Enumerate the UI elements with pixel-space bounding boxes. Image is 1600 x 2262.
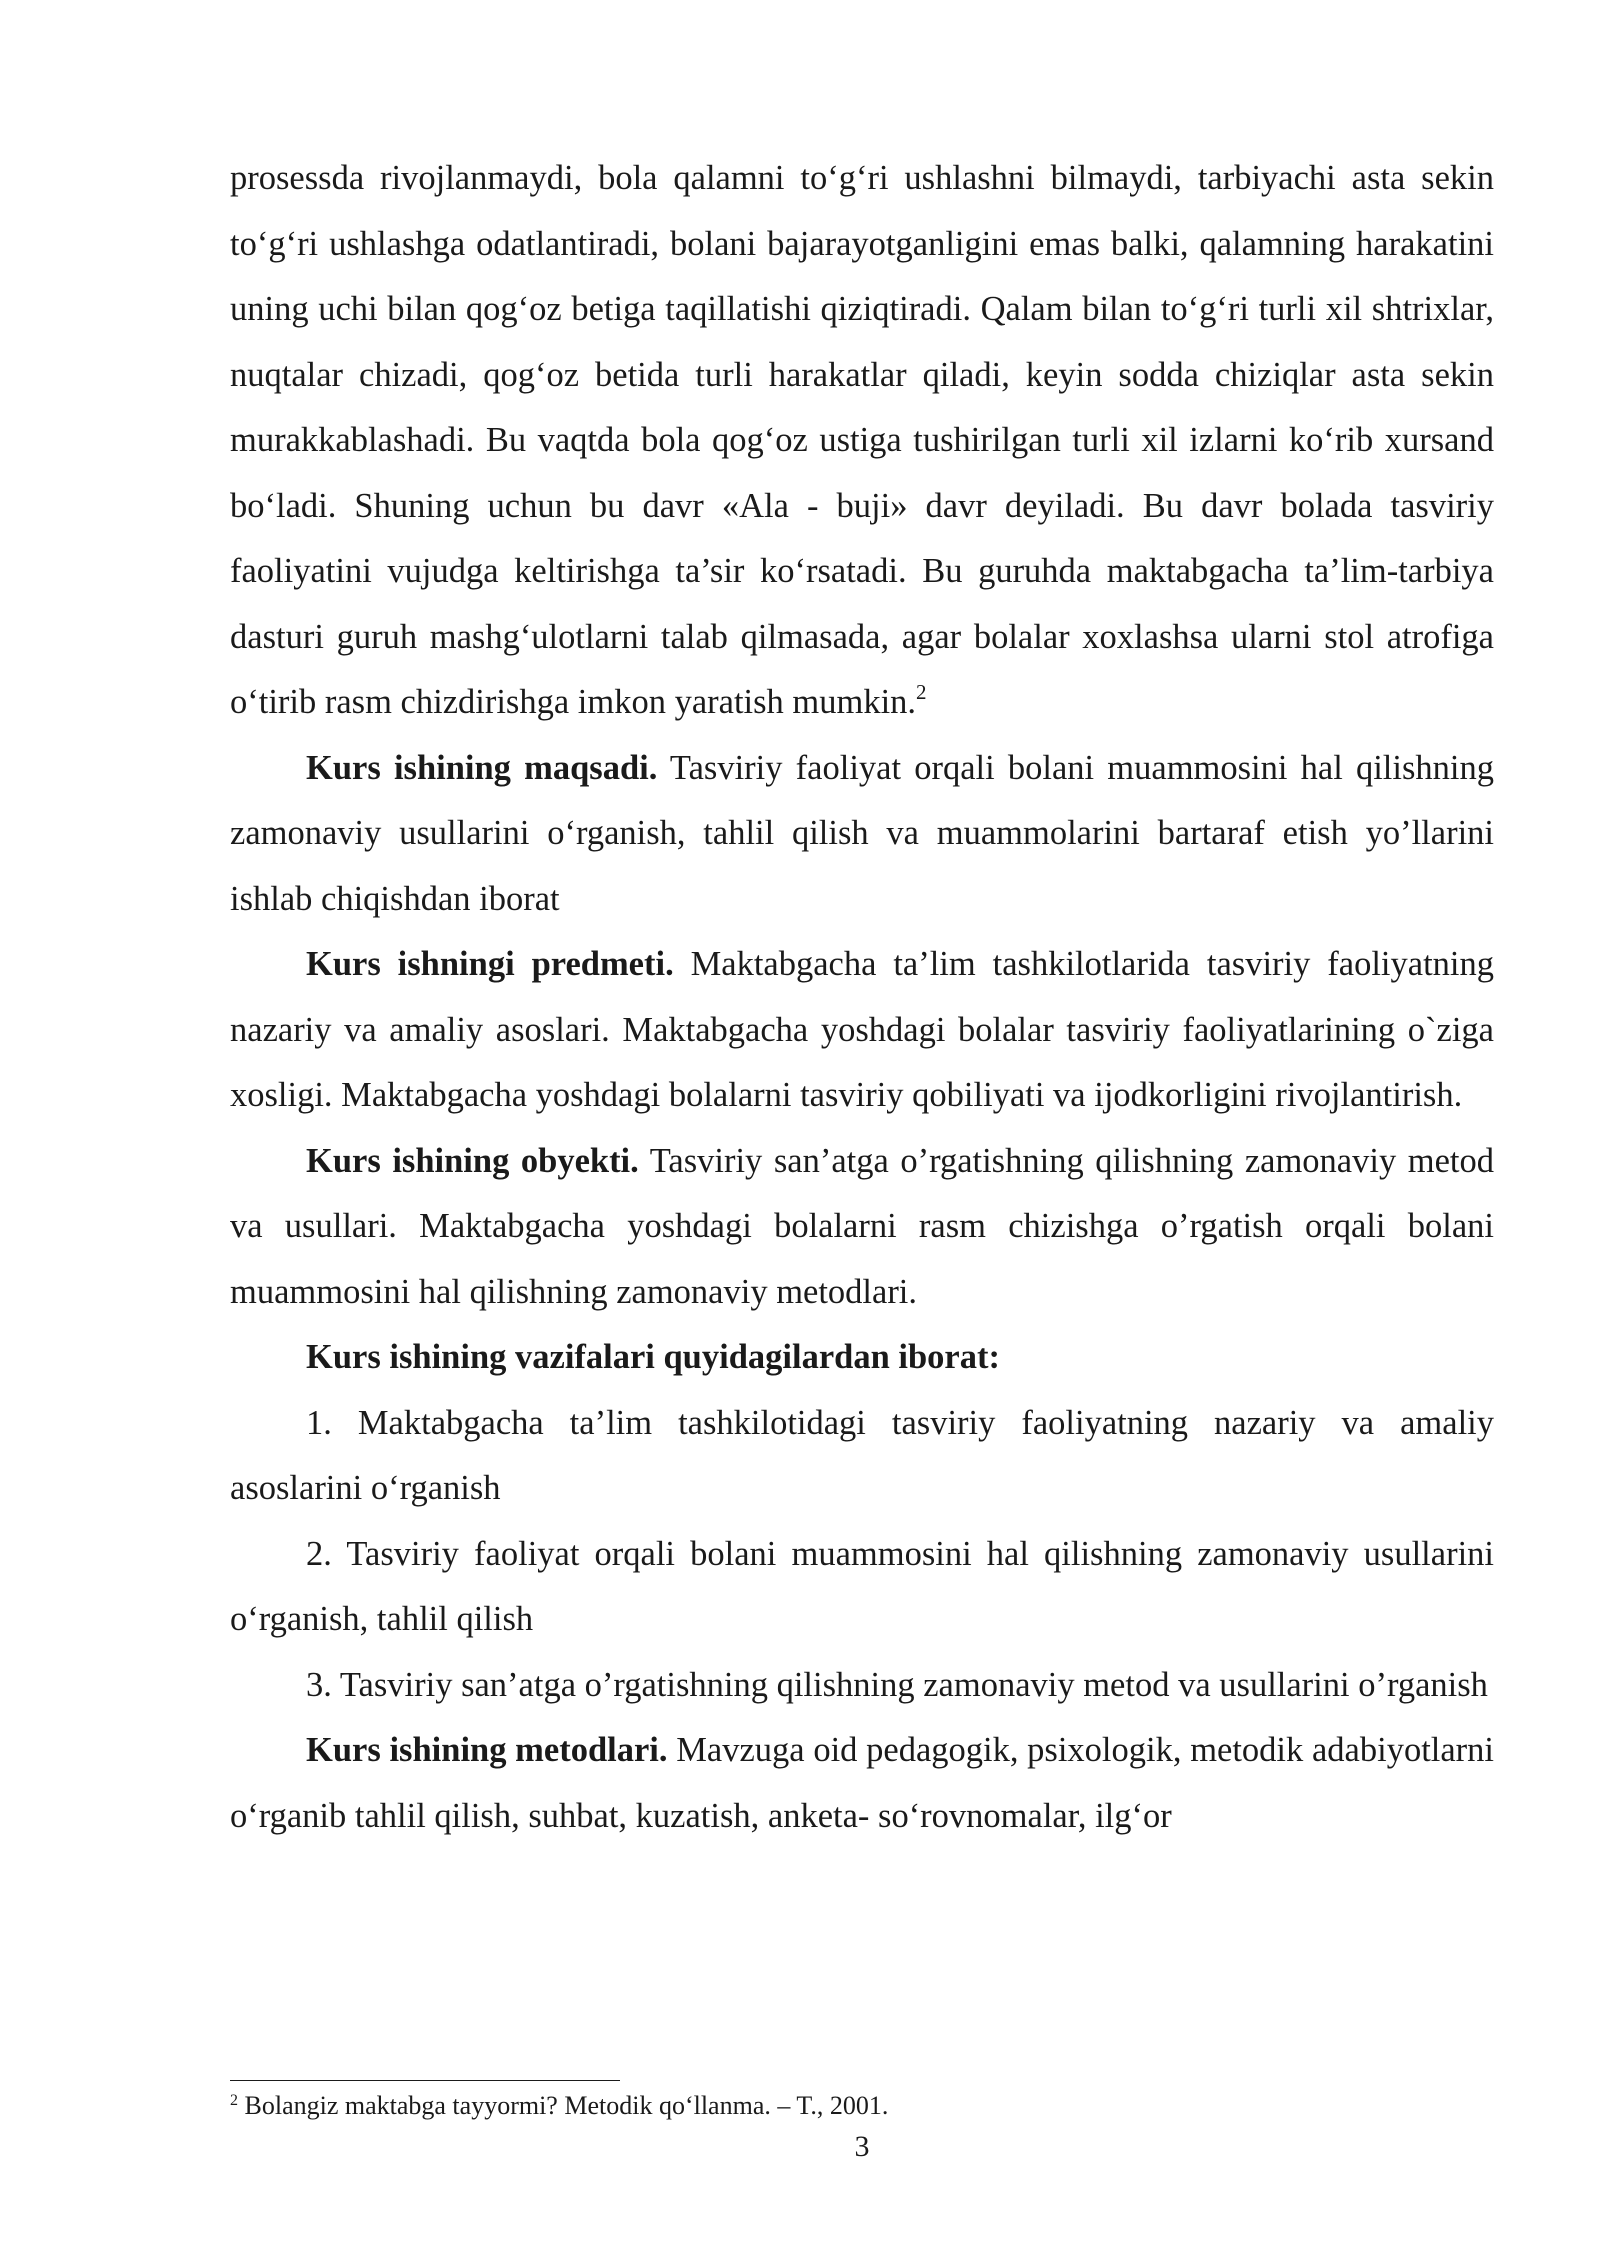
subject-heading: Kurs ishningi predmeti.	[306, 945, 674, 983]
methods-heading: Kurs ishining metodlari.	[306, 1731, 668, 1769]
footnote-text: Bolangiz maktabga tayyormi? Metodik qo‘llanma. – T., 2001.	[238, 2091, 889, 2120]
object-heading: Kurs ishining obyekti.	[306, 1141, 639, 1180]
intro-paragraph	[230, 146, 1494, 736]
intro-text: prosessda rivojlanmaydi, bola qalamni to‘g‘ri ushlashni bilmaydi, tarbiyachi asta sekin to‘g‘ri ushlashga odatlantiradi, bolani bajarayotganligini emas balki, qalamning harakatini uning uchi bilan qog‘oz betiga taqillatishi qiziqtiradi. Qalam bilan to‘g‘ri turli xil shtrixlar, nuqtalar chizadi, qog‘oz betida turli harakatlar qiladi, keyin sodda chiziqlar asta sekin murakkablashadi. Bu vaqtda bola qog‘oz ustiga tushirilgan turli xil izlarni ko‘rib xursand bo‘ladi. Shuning uchun bu davr «Ala - buji» davr deyiladi. Bu davr bolada tasviriy faoliyatini vujudga keltirishga ta’sir ko‘rsatadi. Bu guruhda maktabgacha ta’lim-tarbiya dasturi guruh mashg‘ulotlarni talab qilmasada, agar bolalar xoxlashsa ularni stol atrofiga o‘tirib rasm chizdirishga imkon yaratish mumkin.	[230, 159, 1494, 721]
goal-text: Tasviriy faoliyat orqali bolani muammosini hal qilishning zamonaviy usullarini o‘rganish, tahlil qilish va muammolarini bartaraf etish yo’llarini ishlab chiqishdan iborat	[230, 748, 1494, 918]
methods-paragraph	[230, 1718, 1494, 1849]
task-item: 3. Tasviriy san’atga o’rgatishning qilishning zamonaviy metod va usullarini o’rganish	[306, 1665, 1488, 1704]
goal-heading: Kurs ishining maqsadi.	[306, 748, 658, 787]
footnote-separator	[230, 2080, 620, 2081]
goal-paragraph	[230, 736, 1494, 933]
subject-text: Maktabgacha ta’lim tashkilotlarida tasviriy faoliyatning nazariy va amaliy asoslari. Maktabgacha yoshdagi bolalar tasviriy faoliyatlarining o`ziga xosligi. Maktabgacha yoshdagi bolalarni tasviriy qobiliyati va ijodkorligini rivojlantirish.	[230, 945, 1494, 1114]
task-item: 1. Maktabgacha ta’lim tashkilotidagi tasviriy faoliyatning nazariy va amaliy asoslarini o‘rganish	[230, 1403, 1494, 1507]
footnote	[230, 2088, 888, 2124]
object-text: Tasviriy san’atga o’rgatishning qilishning zamonaviy metod va usullari. Maktabgacha yoshdagi bolalarni rasm chizishga o’rgatish orqali bolani muammosini hal qilishning zamonaviy metodlari.	[230, 1141, 1494, 1311]
methods-text: Mavzuga oid pedagogik, psixologik, metodik adabiyotlarni o‘rganib tahlil qilish, suhbat, kuzatish, anketa- so‘rovnomalar, ilg‘or	[230, 1731, 1494, 1835]
task-item: 2. Tasviriy faoliyat orqali bolani muammosini hal qilishning zamonaviy usullarini o‘rganish, tahlil qilish	[230, 1534, 1494, 1638]
page-number: 3	[854, 2130, 870, 2163]
object-paragraph	[230, 1129, 1494, 1326]
tasks-heading: Kurs ishining vazifalari quyidagilardan iborat:	[306, 1338, 1000, 1376]
subject-paragraph	[230, 932, 1494, 1129]
body-text	[230, 146, 1494, 1849]
footnote-marker: 2	[230, 2092, 238, 2109]
footnote-reference: 2	[916, 680, 927, 704]
